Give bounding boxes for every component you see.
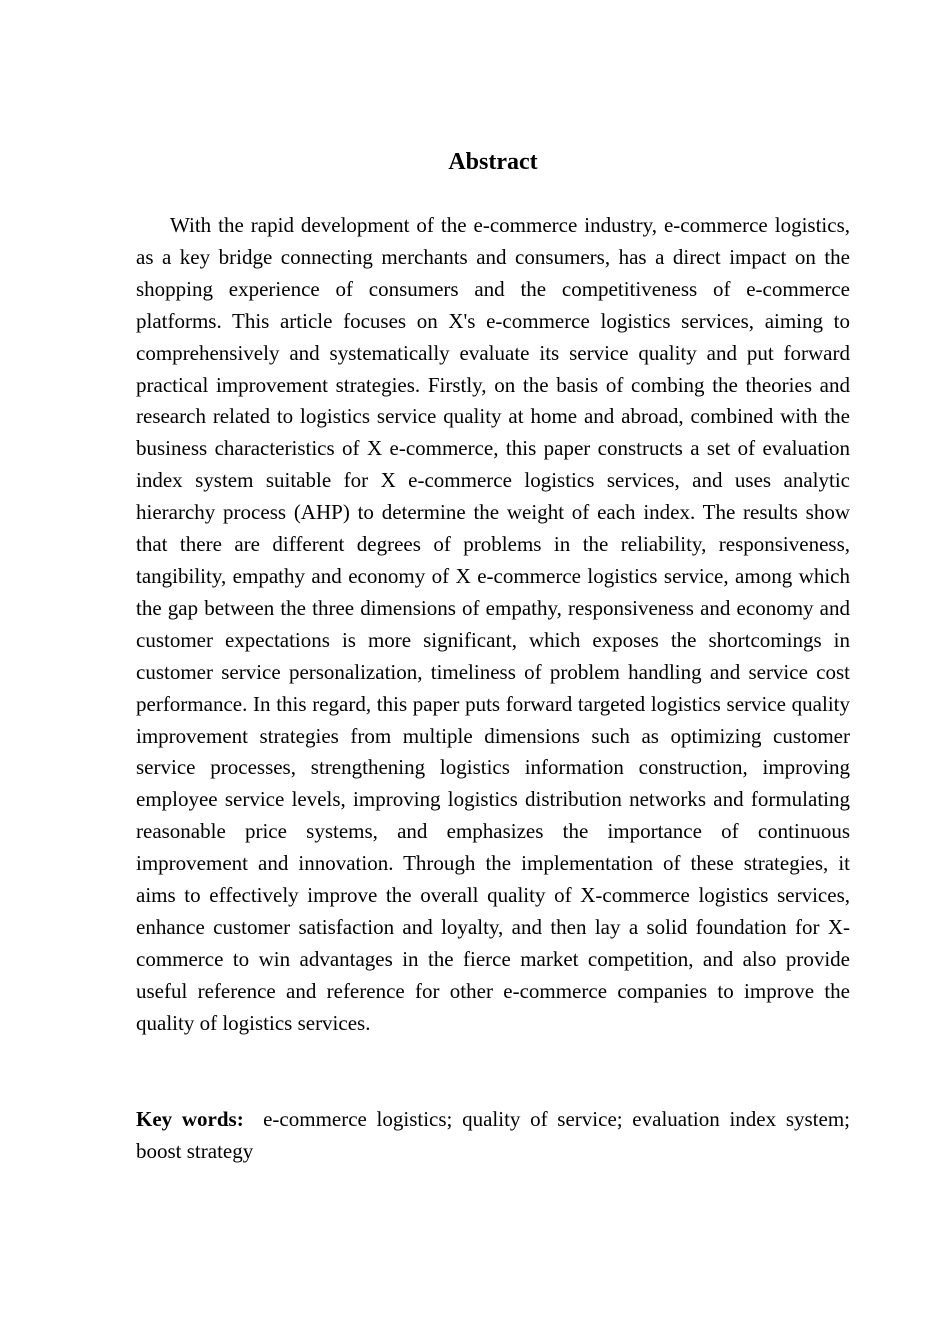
keywords-line: [136, 1104, 850, 1168]
abstract-title: Abstract: [448, 149, 538, 175]
keywords-text: e-commerce logistics; quality of service; evaluation index system; boost strategy: [136, 1107, 850, 1163]
keywords-label: Key words:: [136, 1107, 244, 1131]
abstract-paragraph: With the rapid development of the e-commerce industry, e-commerce logistics, as a key bridge connecting merchants and consumers, has a direct impact on the shopping experience of consumers and the competitiveness of e-commerce platforms. This article focuses on X's e-commerce logistics services, aiming to comprehensively and systematically evaluate its service quality and put forward practical improvement strategies. Firstly, on the basis of combing the theories and research related to logistics service quality at home and abroad, combined with the business characteristics of X e-commerce, this paper constructs a set of evaluation index system suitable for X e-commerce logistics services, and uses analytic hierarchy process (AHP) to determine the weight of each index. The results show that there are different degrees of problems in the reliability, responsiveness, tangibility, empathy and economy of X e-commerce logistics service, among which the gap between the three dimensions of empathy, responsiveness and economy and customer expectations is more significant, which exposes the shortcomings in customer service personalization, timeliness of problem handling and service cost performance. In this regard, this paper puts forward targeted logistics service quality improvement strategies from multiple dimensions such as optimizing customer service processes, strengthening logistics information construction, improving employee service levels, improving logistics distribution networks and formulating reasonable price systems, and emphasizes the importance of continuous improvement and innovation. Through the implementation of these strategies, it aims to effectively improve the overall quality of X-commerce logistics services, enhance customer satisfaction and loyalty, and then lay a solid foundation for X-commerce to win advantages in the fierce market competition, and also provide useful reference and reference for other e-commerce companies to improve the quality of logistics services.: [136, 213, 850, 1035]
